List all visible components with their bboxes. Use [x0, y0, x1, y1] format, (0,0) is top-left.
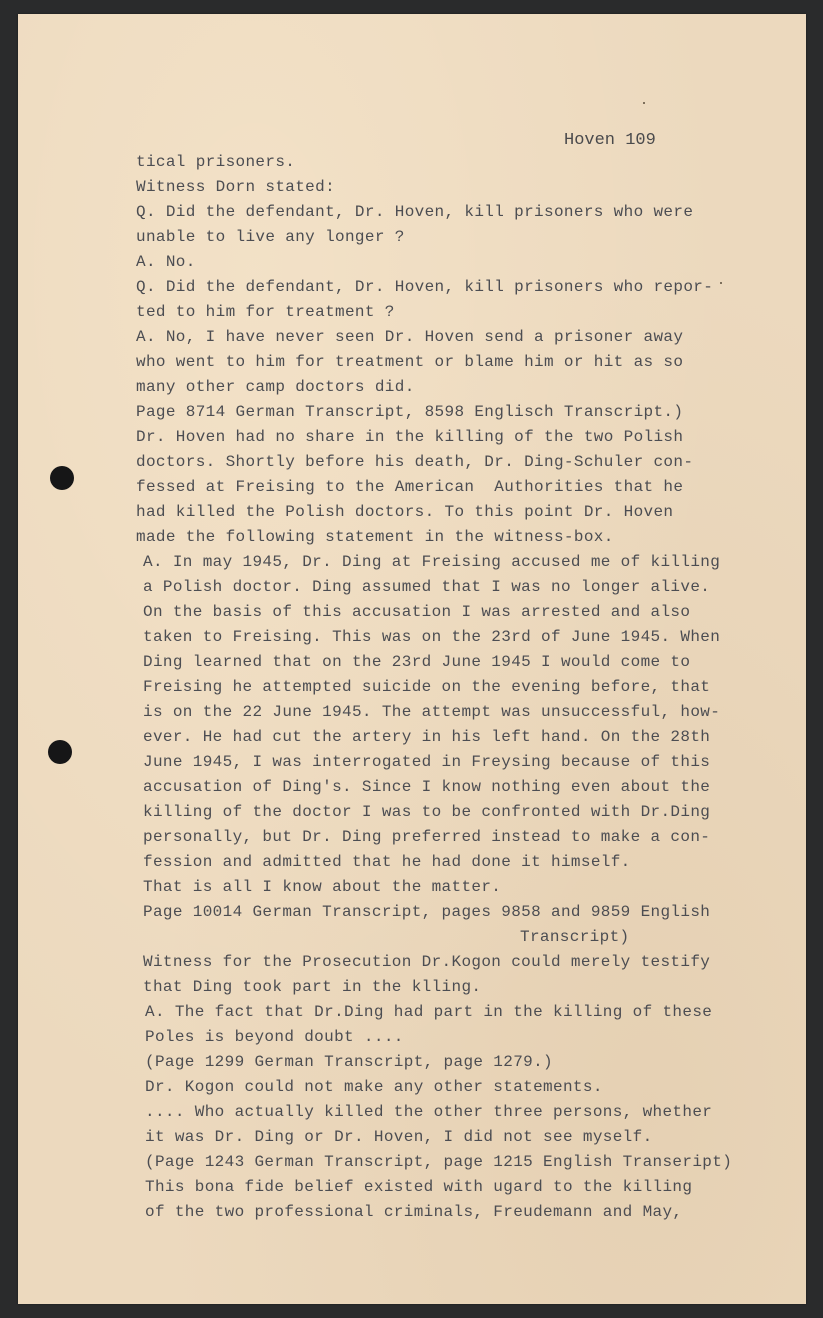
text-line: Ding learned that on the 23rd June 1945 I would come to [143, 653, 691, 671]
text-line: (Page 1299 German Transcript, page 1279.) [145, 1053, 554, 1071]
text-line: that Ding took part in the klling. [143, 978, 482, 996]
text-line: Transcript) [520, 928, 630, 946]
text-line: Poles is beyond doubt .... [145, 1028, 404, 1046]
text-line: Witness Dorn stated: [136, 178, 336, 196]
page-header: Hoven 109 [564, 131, 656, 150]
text-line: Freising he attempted suicide on the evening before, that [143, 678, 711, 696]
text-line: A. No. [136, 253, 196, 271]
text-line: taken to Freising. This was on the 23rd of June 1945. When [143, 628, 721, 646]
text-line: ted to him for treatment ? [136, 303, 395, 321]
text-line: Page 8714 German Transcript, 8598 Englisch Transcript.) [136, 403, 684, 421]
text-line: had killed the Polish doctors. To this point Dr. Hoven [136, 503, 674, 521]
punch-hole-upper [50, 466, 74, 490]
text-line: Page 10014 German Transcript, pages 9858 and 9859 English [143, 903, 711, 921]
text-line: many other camp doctors did. [136, 378, 415, 396]
text-line: This bona fide belief existed with ugard to the killing [145, 1178, 693, 1196]
text-line: That is all I know about the matter. [143, 878, 502, 896]
text-line: Q. Did the defendant, Dr. Hoven, kill prisoners who were [136, 203, 694, 221]
text-line: killing of the doctor I was to be confronted with Dr.Ding [143, 803, 711, 821]
document-body [136, 150, 733, 1225]
text-line: personally, but Dr. Ding preferred instead to make a con- [143, 828, 711, 846]
text-line: accusation of Ding's. Since I know nothing even about the [143, 778, 711, 796]
text-line: a Polish doctor. Ding assumed that I was no longer alive. [143, 578, 711, 596]
paper-speck [643, 102, 645, 104]
text-line: .... Who actually killed the other three persons, whether [145, 1103, 713, 1121]
text-line: ever. He had cut the artery in his left hand. On the 28th [143, 728, 711, 746]
text-line: it was Dr. Ding or Dr. Hoven, I did not see myself. [145, 1128, 653, 1146]
text-line: June 1945, I was interrogated in Freysing because of this [143, 753, 711, 771]
text-line: unable to live any longer ? [136, 228, 405, 246]
text-line: is on the 22 June 1945. The attempt was unsuccessful, how- [143, 703, 721, 721]
text-line: who went to him for treatment or blame him or hit as so [136, 353, 684, 371]
text-line: doctors. Shortly before his death, Dr. Ding-Schuler con- [136, 453, 694, 471]
text-line: fession and admitted that he had done it himself. [143, 853, 631, 871]
text-line: fessed at Freising to the American Authorities that he [136, 478, 684, 496]
text-line: Dr. Kogon could not make any other statements. [145, 1078, 603, 1096]
text-line: of the two professional criminals, Freudemann and May, [145, 1203, 683, 1221]
punch-hole-lower [48, 740, 72, 764]
text-line: Q. Did the defendant, Dr. Hoven, kill prisoners who repor- [136, 278, 714, 296]
text-line: A. No, I have never seen Dr. Hoven send a prisoner away [136, 328, 684, 346]
text-line: Dr. Hoven had no share in the killing of the two Polish [136, 428, 684, 446]
text-line: On the basis of this accusation I was arrested and also [143, 603, 691, 621]
text-line: Witness for the Prosecution Dr.Kogon could merely testify [143, 953, 711, 971]
text-line: made the following statement in the witness-box. [136, 528, 614, 546]
text-line: A. The fact that Dr.Ding had part in the killing of these [145, 1003, 713, 1021]
text-line: A. In may 1945, Dr. Ding at Freising accused me of killing [143, 553, 721, 571]
text-line: tical prisoners. [136, 153, 296, 171]
text-line: (Page 1243 German Transcript, page 1215 English Transeript) [145, 1153, 733, 1171]
